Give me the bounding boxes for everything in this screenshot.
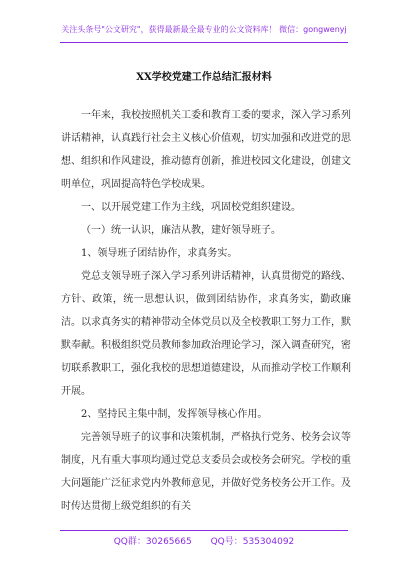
paragraph-item-1: 党总支领导班子深入学习系列讲话精神，认真贯彻党的路线、方针、政策，统一思想认识，做到团结协作，求真务实，勤政廉洁。以求真务实的精神带动全体党员以及全校教职工努力工作，默默奉献。积极组织党员教师参加政治理论学习，深入调查研究，密切联系教职工，强化我校的思想道德建设，从而推动学校工作顺利开展。 [61,271,351,397]
item-heading-1: 1、领导班子团结协作，求真务实。 [81,248,238,259]
document-title: XX学校党建工作总结汇报材料 [136,72,272,83]
subsection-heading-1: （一）统一认识，廉洁从教，建好领导班子。 [81,225,281,236]
header-divider [60,42,348,43]
paragraph-intro: 一年来，我校按照机关工委和教育工委的要求，深入学习系列讲话精神，认真践行社会主义核心价值观，切实加强和改进党的思想、组织和作风建设，推动德育创新，推进校园文化建设，创建文明单位，巩固提高特色学校成果。 [61,110,351,190]
footer-qq-group: QQ群：30265665 [113,537,192,547]
item-heading-2: 2、坚持民主集中制，发挥领导核心作用。 [81,409,268,420]
paragraph-item-2: 完善领导班子的议事和决策机制，严格执行党务、校务会议等制度，凡有重大事项均通过党总支委员会或校务会研究。学校的重大问题能广泛征求党内外教师意见，并做好党务校务公开工作。及时传达贯彻上级党组织的有关 [61,432,351,512]
footer [0,534,408,547]
section-heading-1: 一、以开展党建工作为主线，巩固校党组织建设。 [81,202,301,213]
document-body [61,104,351,518]
footer-divider [60,530,348,531]
header-banner: 关注头条号"公文研究"，获得最新最全最专业的公文资料库！ 微信：gongwenyj [61,25,347,34]
footer-qq-number: QQ号：535304092 [210,537,295,547]
